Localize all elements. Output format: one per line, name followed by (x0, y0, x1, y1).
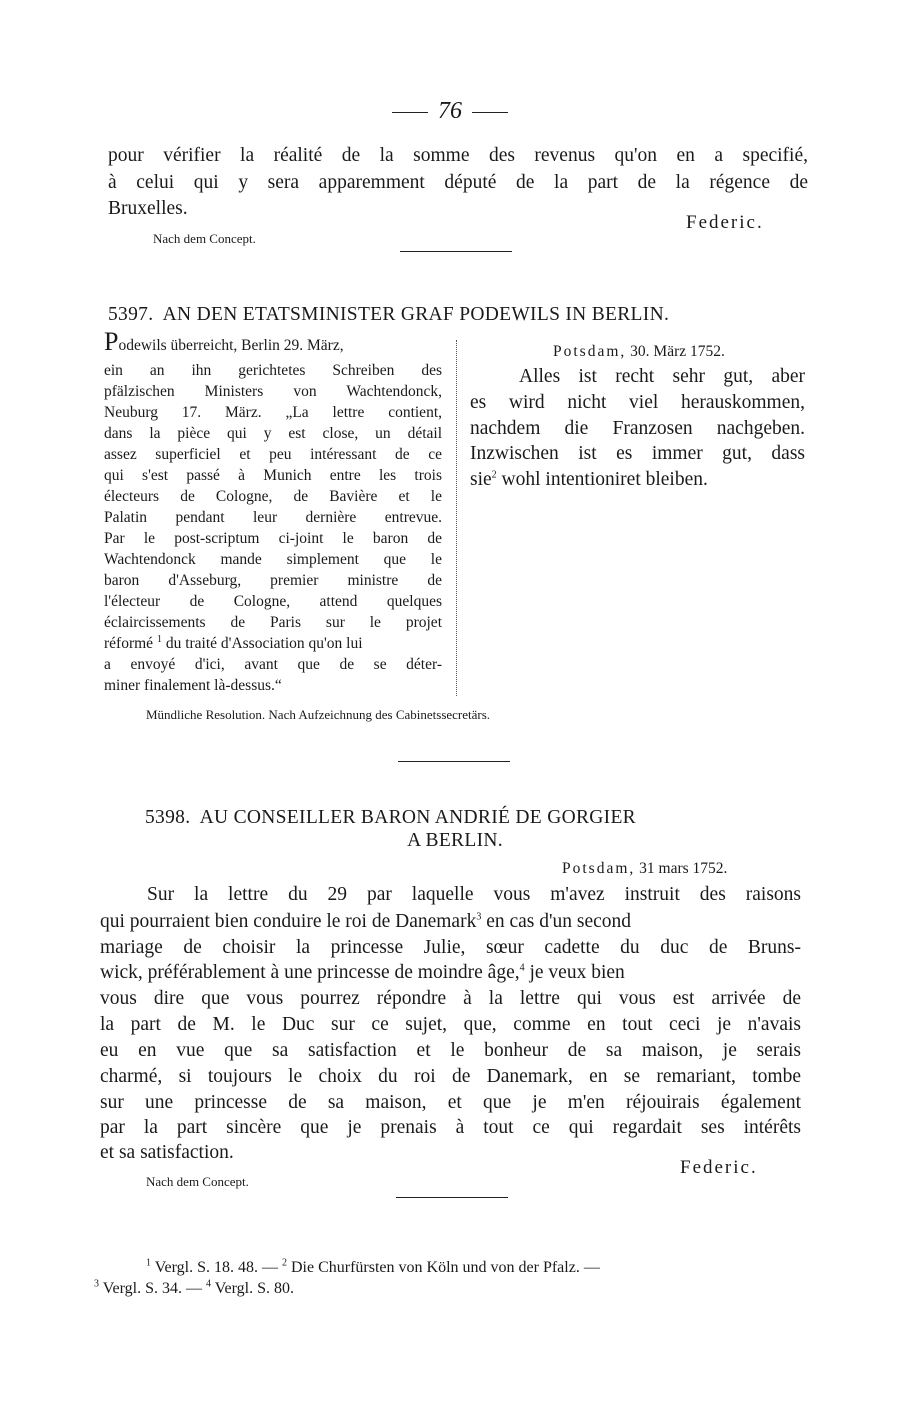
body-line-3: mariage de choisir la princesse Julie, sœur cadette du duc de Bruns- (100, 937, 801, 958)
letter-5398-source-note: Nach dem Concept. (146, 1174, 249, 1189)
body-line-1 (147, 884, 801, 906)
body-line-2 (100, 911, 801, 933)
left-line-14: éclaircissements de Paris sur le projet (104, 614, 442, 631)
left-line-10: Par le post-scriptum ci-joint le baron de (104, 530, 442, 547)
footnote-ref-3[interactable]: 3 (476, 911, 482, 923)
footnote-ref-4[interactable]: 4 (519, 962, 525, 974)
dateline-date: 30. März 1752. (630, 343, 725, 360)
letter-5398-title-1: AU CONSEILLER BARON ANDRIÉ DE GORGIER (199, 807, 636, 828)
letter-5397-number: 5397. (108, 304, 154, 325)
left-line-13: l'électeur de Cologne, attend quelques (104, 593, 442, 610)
left-line-17: miner finalement là-dessus.“ (104, 677, 282, 694)
body-line-9: sur une princesse de sa maison, et que je m'en réjouirais également (100, 1092, 801, 1113)
left-line-12: baron d'Asseburg, premier ministre de (104, 572, 442, 589)
column-divider (456, 340, 457, 696)
left-line-3: pfälzischen Ministers von Wachtendonck, (104, 383, 442, 400)
footnote-3-mark: 3 (94, 1278, 99, 1290)
separator-rule (396, 1197, 508, 1198)
footnote-2-mark: 2 (281, 1257, 287, 1269)
left-line-1 (104, 327, 442, 356)
left-line-15 (104, 635, 442, 653)
letter-5398-title-2: A BERLIN. (407, 830, 503, 851)
page-number-text: 76 (438, 98, 462, 124)
body-line-10: par la part sincère que je prenais à tout ce qui regardait ses intérêts (100, 1117, 801, 1138)
footnotes-line-2 (94, 1280, 294, 1298)
letter-5398-number: 5398. (145, 807, 191, 828)
body-line-5: vous dire que vous pourrez répondre à la lettre qui vous est arrivée de (100, 988, 801, 1009)
footnote-3: Vergl. S. 34. — (102, 1280, 202, 1297)
body-line-6: la part de M. le Duc sur ce sujet, que, comme en tout ceci je n'avais (100, 1014, 801, 1035)
footnote-ref-2[interactable]: 2 (491, 469, 497, 481)
left-line-1-text: odewils überreicht, Berlin 29. März, (118, 337, 344, 354)
left-line-8: électeurs de Cologne, de Bavière et le (104, 488, 442, 505)
separator-rule (400, 251, 512, 252)
left-line-4: Neuburg 17. März. „La lettre contient, (104, 404, 442, 421)
footnote-4-mark: 4 (205, 1278, 211, 1290)
right-line-5b: wohl intentioniret bleiben. (501, 469, 708, 490)
right-line-5 (470, 469, 708, 491)
dash-right (472, 112, 508, 113)
letter-5397-source-note: Mündliche Resolution. Nach Aufzeichnung des Cabinetssecretärs. (146, 707, 491, 722)
separator-rule (398, 761, 510, 762)
drop-initial: P (104, 327, 119, 356)
body-line-4a: wick, préférablement à une princesse de moindre âge, (100, 962, 520, 983)
footnote-1: Vergl. S. 18. 48. — (154, 1259, 278, 1276)
right-line-2: es wird nicht viel herauskommen, (470, 392, 805, 413)
left-line-2: ein an ihn gerichtetes Schreiben des (104, 362, 442, 379)
body-line-8: charmé, si toujours le choix du roi de Danemark, en se remariant, tombe (100, 1066, 801, 1087)
letter-5397-heading (108, 304, 669, 326)
left-line-5: dans la pièce qui y est close, un détail (104, 425, 442, 442)
letter-5397-title: AN DEN ETATSMINISTER GRAF PODEWILS IN BERLIN. (162, 304, 670, 325)
footnote-2: Die Churfürsten von Köln und von der Pfalz. — (290, 1259, 600, 1276)
continuation-line-3: Bruxelles. (108, 198, 188, 219)
footnote-1-mark: 1 (146, 1257, 151, 1269)
left-line-9: Palatin pendant leur dernière entrevue. (104, 509, 442, 526)
dateline-place: Potsdam, (553, 343, 627, 360)
body-line-2a: qui pourraient bien conduire le roi de Danemark (100, 911, 477, 932)
left-line-11: Wachtendonck mande simplement que le (104, 551, 442, 568)
letter-5398-dateline (562, 860, 727, 878)
body-line-4b: je veux bien (529, 962, 625, 983)
right-line-4: Inzwischen ist es immer gut, dass (470, 443, 805, 464)
dateline-place: Potsdam, (562, 860, 636, 877)
left-line-16: a envoyé d'ici, avant que de se déter- (104, 656, 442, 673)
footnotes-line-1 (146, 1259, 600, 1277)
continuation-line-2: à celui qui y sera apparemment député de la part de la régence de (108, 172, 808, 193)
body-line-1-text: Sur la lettre du 29 par laquelle vous m'avez instruit des raisons (147, 884, 801, 905)
letter-5398-heading (145, 807, 636, 829)
continuation-source-note: Nach dem Concept. (153, 231, 256, 246)
left-line-15a: réformé (104, 635, 157, 652)
right-line-1: Alles ist recht sehr gut, aber (519, 366, 805, 387)
footnote-ref-1[interactable]: 1 (156, 633, 162, 645)
footnote-4: Vergl. S. 80. (214, 1280, 294, 1297)
letter-5398-signature: Federic. (680, 1157, 758, 1178)
left-line-7: qui s'est passé à Munich entre les trois (104, 467, 442, 484)
body-line-11: et sa satisfaction. (100, 1142, 234, 1163)
page-number (0, 98, 900, 125)
body-line-7: eu en vue que sa satisfaction et le bonheur de sa maison, je serais (100, 1040, 801, 1061)
right-line-5a: sie (470, 469, 492, 490)
letter-5397-dateline (553, 343, 725, 361)
continuation-signature: Federic. (686, 212, 764, 233)
right-line-3: nachdem die Franzosen nachgeben. (470, 418, 805, 439)
body-line-4 (100, 962, 801, 984)
body-line-2b: en cas d'un second (486, 911, 632, 932)
left-line-6: assez superficiel et peu intéressant de ce (104, 446, 442, 463)
dateline-date: 31 mars 1752. (639, 860, 728, 877)
left-line-15b: du traité d'Association qu'on lui (165, 635, 363, 652)
continuation-line-1: pour vérifier la réalité de la somme des revenus qu'on en a specifié, (108, 145, 808, 166)
dash-left (392, 112, 428, 113)
